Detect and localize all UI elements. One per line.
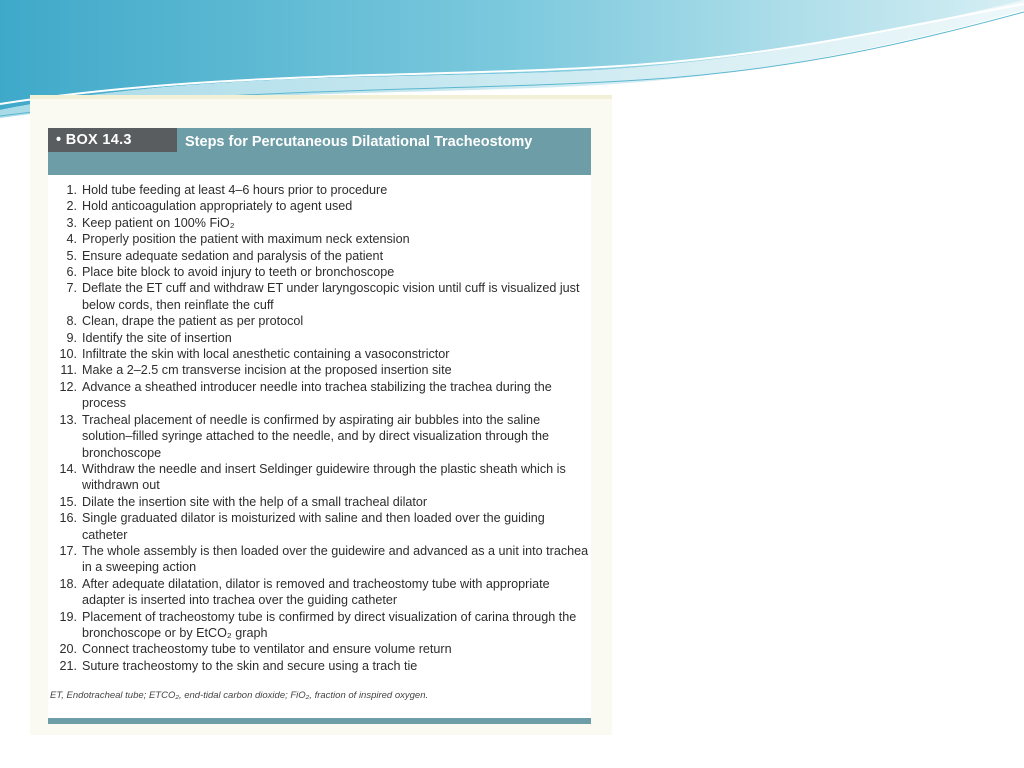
step-text: Properly position the patient with maximum neck extension	[82, 232, 410, 247]
step-number: 5.	[66, 248, 77, 263]
step-text: Hold tube feeding at least 4–6 hours prior to procedure	[82, 183, 388, 197]
box-number-label: • BOX 14.3	[48, 128, 177, 152]
step-number: 15.	[59, 494, 77, 509]
step-text: Dilate the insertion site with the help of a small tracheal dilator	[82, 494, 428, 509]
step-item-1	[52, 182, 592, 198]
step-text: Clean, drape the patient as per protocol	[82, 314, 304, 329]
step-number: 8.	[66, 314, 77, 329]
step-number: 4.	[66, 232, 77, 247]
step-item-14	[52, 461, 592, 494]
step-text: Hold anticoagulation appropriately to agent used	[82, 199, 353, 214]
step-number: 12.	[59, 379, 77, 394]
step-item-11	[52, 362, 592, 378]
step-item-6	[52, 264, 592, 280]
step-text: Tracheal placement of needle is confirmed by aspirating air bubbles into the saline solution–filled syringe attached to the needle, and by direct visualization through the bronchoscope	[82, 412, 549, 460]
box-bottom-rule	[48, 718, 591, 724]
step-item-2	[52, 198, 592, 214]
step-text: Suture tracheostomy to the skin and secure using a trach tie	[82, 658, 418, 673]
step-number: 11.	[60, 363, 77, 378]
step-text: Withdraw the needle and insert Seldinger guidewire through the plastic sheath which is withdrawn out	[82, 461, 566, 493]
step-item-18	[52, 576, 592, 609]
step-text: Single graduated dilator is moisturized with saline and then loaded over the guiding catheter	[82, 511, 545, 542]
step-item-19	[52, 609, 592, 642]
step-item-21	[52, 658, 592, 674]
step-item-12	[52, 379, 592, 412]
box-title: Steps for Percutaneous Dilatational Tracheostomy	[185, 134, 533, 150]
step-item-3	[52, 215, 592, 231]
step-number: 7.	[66, 281, 77, 296]
step-number: 19.	[59, 609, 77, 624]
step-number: 14.	[59, 461, 77, 476]
step-text: After adequate dilatation, dilator is removed and tracheostomy tube with appropriate adapter is inserted into trachea over the guiding catheter	[82, 576, 550, 608]
step-item-15	[52, 494, 592, 510]
step-text: Ensure adequate sedation and paralysis of the patient	[82, 248, 384, 263]
step-number: 17.	[59, 543, 77, 558]
step-item-16	[52, 510, 592, 543]
step-item-13	[52, 412, 592, 461]
step-number: 20.	[59, 642, 77, 657]
step-number: 18.	[59, 576, 77, 591]
step-number: 2.	[66, 199, 77, 214]
step-number: 13.	[59, 412, 77, 427]
steps-list	[52, 182, 592, 674]
step-number: 21.	[59, 658, 77, 673]
step-number: 10.	[59, 347, 77, 362]
step-item-7	[52, 280, 592, 313]
step-text: Deflate the ET cuff and withdraw ET under laryngoscopic vision until cuff is visualized just below cords, then reinflate the cuff	[82, 281, 580, 312]
step-item-8	[52, 313, 592, 329]
step-item-20	[52, 641, 592, 657]
step-text: The whole assembly is then loaded over the guidewire and advanced as a unit into trachea in a sweeping action	[82, 543, 589, 575]
step-text: Identify the site of insertion	[82, 330, 232, 345]
step-text: Infiltrate the skin with local anesthetic containing a vasoconstrictor	[82, 347, 450, 362]
step-item-9	[52, 330, 592, 346]
abbreviations-footnote: ET, Endotracheal tube; ETCO₂, end-tidal carbon dioxide; FiO₂, fraction of inspired oxygen.	[50, 690, 429, 701]
step-text: Connect tracheostomy tube to ventilator and ensure volume return	[82, 642, 452, 657]
step-text: Placement of tracheostomy tube is confirmed by direct visualization of carina through the bronchoscope or by EtCO₂ graph	[82, 609, 577, 640]
step-number: 9.	[66, 330, 77, 345]
step-text: Advance a sheathed introducer needle into trachea stabilizing the trachea during the process	[82, 379, 552, 411]
step-text: Place bite block to avoid injury to teeth or bronchoscope	[82, 265, 395, 280]
box-header	[48, 128, 591, 175]
step-number: 3.	[66, 215, 77, 230]
step-number: 1.	[66, 183, 77, 197]
step-text: Make a 2–2.5 cm transverse incision at the proposed insertion site	[82, 363, 452, 378]
step-text: Keep patient on 100% FiO₂	[82, 215, 235, 230]
step-item-4	[52, 231, 592, 247]
step-item-5	[52, 248, 592, 264]
step-item-10	[52, 346, 592, 362]
step-number: 16.	[59, 511, 77, 526]
step-number: 6.	[66, 265, 77, 280]
step-item-17	[52, 543, 592, 576]
